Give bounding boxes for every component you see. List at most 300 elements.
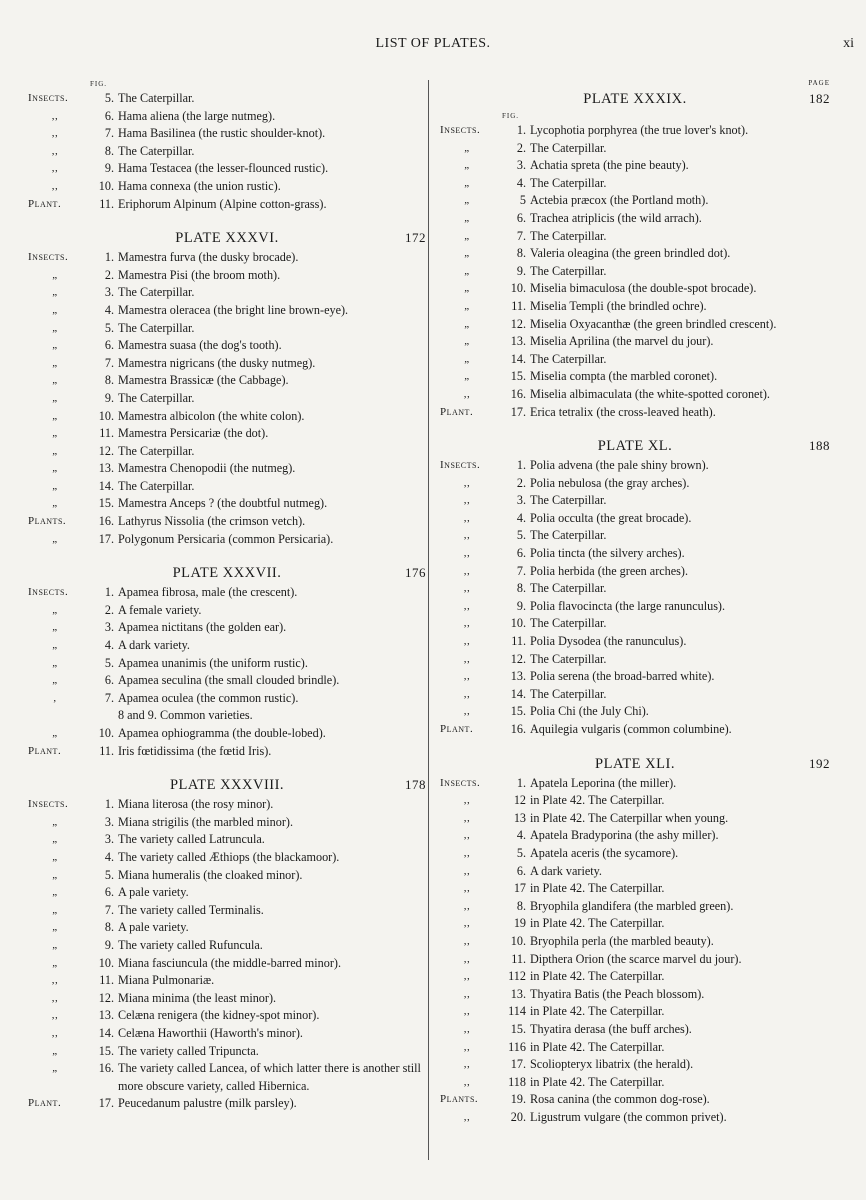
entry-fig-number: 3.: [104, 832, 114, 847]
plate-title: PLATE XXXVII.: [172, 565, 282, 582]
entry-fig-number: 3.: [104, 620, 114, 635]
list-item: [28, 372, 426, 390]
plate-section: [440, 88, 830, 421]
entry-category: „: [52, 286, 58, 299]
entry-category: ,,: [463, 829, 471, 842]
list-item: [440, 1003, 830, 1021]
entry-fig-number: 16.: [510, 386, 526, 401]
entry-category: „: [52, 303, 58, 316]
entry-category: ,,: [51, 991, 59, 1004]
list-item: [28, 602, 426, 620]
entry-fig-number: 14.: [98, 1025, 114, 1040]
list-item: [440, 915, 830, 933]
entry-fig-number: 1.: [104, 585, 114, 600]
entry-description: in Plate 42. The Caterpillar when young.: [530, 810, 729, 825]
entry-fig-number: 3.: [104, 814, 114, 829]
fig-label-text: FIG.: [502, 112, 520, 120]
right-column: [440, 78, 830, 1126]
entry-fig-number: 1.: [516, 123, 526, 137]
list-item: [440, 792, 830, 810]
entry-fig-number: 17: [513, 881, 526, 896]
plate-title: PLATE XXXVI.: [175, 230, 279, 247]
entry-fig-number: 11.: [511, 298, 526, 313]
list-item: [440, 1074, 830, 1092]
plate-section: [28, 760, 426, 1113]
entry-fig-number: 15.: [98, 1043, 114, 1058]
entry-category: „: [52, 339, 58, 352]
list-item: [440, 598, 830, 616]
plate-heading: [28, 562, 426, 584]
list-item: [440, 545, 830, 563]
entry-description: The Caterpillar.: [530, 528, 607, 543]
entry-fig-number: 7.: [104, 126, 114, 141]
list-item: [440, 775, 830, 793]
entry-description: Mamestra suasa (the dog's tooth).: [118, 338, 282, 353]
entry-fig-number: 12.: [98, 443, 114, 458]
entry-category: Insects.: [28, 798, 69, 811]
entry-description: Polia herbida (the green arches).: [530, 563, 689, 578]
list-item: [440, 386, 830, 404]
entry-description: Apamea fibrosa, male (the crescent).: [118, 585, 298, 600]
list-item: [440, 457, 830, 475]
entry-fig-number: 1.: [104, 250, 114, 265]
entry-category: „: [464, 229, 470, 242]
plate-heading: [28, 774, 426, 796]
entry-fig-number: 10.: [98, 408, 114, 423]
list-item: [440, 157, 830, 175]
list-item: [28, 619, 426, 637]
entry-description: Mamestra albicolon (the white colon).: [118, 408, 305, 423]
entry-fig-number: 15.: [510, 1021, 526, 1036]
entry-description: Polia flavocincta (the large ranunculus).: [530, 598, 726, 613]
list-item: [440, 245, 830, 263]
entry-description: Lycophotia porphyrea (the true lover's knot).: [530, 123, 749, 137]
entry-fig-number: 8.: [104, 143, 114, 158]
entry-fig-number: 13: [513, 810, 526, 825]
entry-category: ,,: [463, 864, 471, 877]
entry-fig-number: 11.: [99, 973, 114, 988]
list-item: [440, 951, 830, 969]
entry-fig-number: 10.: [98, 955, 114, 970]
entry-category: „: [52, 532, 58, 545]
entry-fig-number: 3.: [104, 285, 114, 300]
entry-category: „: [52, 850, 58, 863]
list-item: [440, 721, 830, 739]
list-item: [440, 898, 830, 916]
list-item: [440, 1021, 830, 1039]
entry-description: Rosa canina (the common dog-rose).: [530, 1092, 710, 1107]
entry-category: „: [52, 427, 58, 440]
entry-fig-number: 4.: [104, 638, 114, 653]
plate-page-number: 178: [405, 777, 426, 793]
list-item: [440, 810, 830, 828]
entry-fig-number: 11.: [99, 426, 114, 441]
entry-fig-number: 4.: [104, 302, 114, 317]
page-title: LIST OF PLATES.: [375, 36, 491, 51]
entry-fig-number: 5.: [104, 655, 114, 670]
entry-category: ,,: [463, 617, 471, 630]
entry-description: The variety called Rufuncula.: [118, 937, 263, 952]
list-item: [440, 475, 830, 493]
entry-category: ,,: [463, 917, 471, 930]
entry-description: Peucedanum palustre (milk parsley).: [118, 1096, 297, 1111]
entry-category: „: [52, 409, 58, 422]
entry-category: „: [52, 656, 58, 669]
list-item: [28, 390, 426, 408]
entry-fig-number: 13.: [510, 669, 526, 684]
list-item: [28, 425, 426, 443]
list-item: [28, 495, 426, 513]
entry-fig-number: 1.: [516, 775, 526, 790]
entry-fig-number: 12: [513, 793, 526, 808]
entry-category: ,,: [463, 511, 471, 524]
entry-fig-number: 10.: [510, 616, 526, 631]
entry-description: Mamestra furva (the dusky brocade).: [118, 250, 299, 265]
entry-category: ,,: [463, 882, 471, 895]
list-item: [440, 175, 830, 193]
entry-fig-number: 6.: [104, 673, 114, 688]
entry-description: Polia nebulosa (the gray arches).: [530, 475, 690, 490]
entry-fig-number: 2.: [516, 140, 526, 155]
list-item: [28, 478, 426, 496]
plate-heading: [440, 88, 830, 110]
list-item: [440, 686, 830, 704]
entry-fig-number: 9.: [516, 263, 526, 278]
entry-description: Miselia Aprilina (the marvel du jour).: [530, 334, 714, 349]
list-item: [28, 955, 426, 973]
entry-fig-number: 11.: [99, 743, 114, 758]
entry-category: „: [52, 921, 58, 934]
entry-description: The Caterpillar.: [530, 686, 607, 701]
list-item: [440, 863, 830, 881]
list-item: [28, 990, 426, 1008]
entry-category: „: [52, 833, 58, 846]
list-item: [28, 849, 426, 867]
entry-category: ,,: [463, 599, 471, 612]
entry-category: Insects.: [440, 776, 481, 789]
list-item: [28, 320, 426, 338]
entry-fig-number: 1.: [516, 458, 526, 473]
entry-description: Lathyrus Nissolia (the crimson vetch).: [118, 514, 306, 529]
entry-fig-number: 7.: [104, 902, 114, 917]
entry-category: „: [52, 268, 58, 281]
list-item: [440, 368, 830, 386]
entry-fig-number: 11.: [99, 196, 114, 211]
list-item: [28, 867, 426, 885]
entry-fig-number: 14.: [510, 351, 526, 366]
section-gap: [28, 760, 426, 774]
entry-description: Polia tincta (the silvery arches).: [530, 546, 685, 561]
entry-category: „: [464, 247, 470, 260]
entry-fig-number: 10.: [98, 726, 114, 740]
entry-category: ,,: [463, 652, 471, 665]
entry-category: „: [52, 956, 58, 969]
entry-description: Miselia bimaculosa (the double-spot brocade).: [530, 281, 757, 296]
entry-description: Hama aliena (the large nutmeg).: [118, 108, 276, 123]
entry-fig-number: 3.: [516, 493, 526, 508]
list-item: [440, 633, 830, 651]
entry-fig-number: 5.: [104, 867, 114, 882]
entry-description: Bryophila perla (the marbled beauty).: [530, 933, 714, 948]
entry-description: The Caterpillar.: [530, 493, 607, 508]
list-item: [28, 690, 426, 708]
list-item: [28, 355, 426, 373]
entry-description: The Caterpillar.: [530, 263, 607, 278]
entry-category: „: [52, 886, 58, 899]
entry-description: Miana humeralis (the cloaked minor).: [118, 867, 303, 882]
entry-fig-number: 4.: [104, 849, 114, 864]
list-item: [440, 580, 830, 598]
entry-category: „: [464, 282, 470, 295]
entry-description: A pale variety.: [118, 920, 189, 935]
entry-description: in Plate 42. The Caterpillar.: [530, 916, 665, 931]
entry-category: „: [52, 621, 58, 634]
entry-category: ,,: [463, 670, 471, 683]
list-item: [28, 196, 426, 214]
entry-description: Miselia Oxyacanthæ (the green brindled crescent).: [530, 316, 777, 331]
entry-fig-number: 118: [508, 1074, 526, 1089]
list-item: [28, 143, 426, 161]
entry-fig-number: 8.: [516, 246, 526, 261]
entry-fig-number: 19.: [510, 1092, 526, 1107]
entry-category: „: [52, 1044, 58, 1057]
entry-fig-number: 17.: [98, 1096, 114, 1111]
entry-fig-number: 5.: [104, 320, 114, 335]
entry-category: ,,: [463, 1040, 471, 1053]
entry-category: „: [52, 321, 58, 334]
entry-description: Apatela Leporina (the miller).: [530, 775, 677, 790]
entry-category: „: [52, 868, 58, 881]
entry-category: ,,: [463, 635, 471, 648]
list-item: [440, 968, 830, 986]
entry-category: „: [52, 938, 58, 951]
list-item: [28, 108, 426, 126]
entry-category: „: [464, 352, 470, 365]
entry-fig-number: 19: [513, 916, 526, 931]
entry-fig-number: 9.: [104, 937, 114, 952]
entry-fig-number: 13.: [98, 461, 114, 476]
list-item: [28, 178, 426, 196]
plate-title: PLATE XXXIX.: [583, 91, 687, 107]
entry-fig-number: 12.: [98, 990, 114, 1005]
entry-fig-number: 10.: [98, 178, 114, 193]
entry-category: ,,: [463, 387, 471, 400]
entry-description: The Caterpillar.: [530, 616, 607, 631]
entry-description: Hama connexa (the union rustic).: [118, 178, 281, 193]
page-column-label: PAGE: [808, 79, 830, 87]
entry-category: „: [52, 444, 58, 457]
list-item: [440, 333, 830, 351]
entry-description: Miana fasciuncula (the middle-barred minor).: [118, 955, 342, 970]
entry-description: The Caterpillar.: [118, 143, 195, 158]
entry-fig-number: 6.: [516, 210, 526, 225]
entry-category: ,,: [51, 974, 59, 987]
entry-description: Miselia albimaculata (the white-spotted coronet).: [530, 386, 770, 401]
entry-category: Plant.: [440, 723, 474, 735]
entry-description: The Caterpillar.: [118, 285, 195, 300]
plate-page-number: 192: [809, 755, 830, 771]
entry-description: in Plate 42. The Caterpillar.: [530, 1074, 665, 1089]
entry-category: „: [52, 639, 58, 652]
list-item: [28, 814, 426, 832]
list-item: [440, 1039, 830, 1057]
entry-description: Actebia præcox (the Portland moth).: [530, 193, 709, 208]
entry-fig-number: 4.: [516, 510, 526, 525]
plate-title: PLATE XLI.: [595, 755, 675, 772]
entry-category: ,,: [463, 952, 471, 965]
entry-category: ,,: [463, 794, 471, 807]
list-item: [28, 90, 426, 108]
entry-fig-number: [96, 707, 118, 725]
entry-fig-number: 16.: [98, 1061, 114, 1076]
section-gap: [28, 548, 426, 562]
entry-category: ,,: [463, 1058, 471, 1071]
list-item: [440, 527, 830, 545]
entry-category: „: [464, 317, 470, 330]
entry-category: Plants.: [440, 1093, 479, 1106]
entry-description: The Caterpillar.: [530, 140, 607, 155]
entry-description: Apamea unanimis (the uniform rustic).: [118, 655, 308, 670]
list-item: [440, 845, 830, 863]
list-item: [440, 703, 830, 721]
plate-section: [28, 213, 426, 548]
list-item: [440, 492, 830, 510]
entry-category: Insects.: [28, 251, 69, 264]
entry-description: Aquilegia vulgaris (common columbine).: [530, 722, 732, 736]
entry-fig-number: 6.: [104, 338, 114, 353]
entry-category: ,,: [463, 705, 471, 718]
list-item: [440, 351, 830, 369]
entry-fig-number: 8.: [104, 920, 114, 935]
list-item: [440, 404, 830, 422]
entry-description: Mamestra Chenopodii (the nutmeg).: [118, 461, 296, 476]
entry-category: ,,: [463, 582, 471, 595]
fig-column-label: [28, 78, 426, 90]
entry-category: „: [464, 159, 470, 172]
section-gap: [28, 213, 426, 227]
entry-fig-number: 8.: [104, 373, 114, 388]
plate-section: [440, 421, 830, 739]
entry-description: The variety called Tripuncta.: [118, 1043, 259, 1058]
list-item: [440, 615, 830, 633]
entry-description: Apatela aceris (the sycamore).: [530, 845, 679, 860]
entry-fig-number: 4.: [516, 175, 526, 190]
list-item: [28, 1043, 426, 1061]
entry-category: ,,: [463, 1022, 471, 1035]
entry-description: Polia serena (the broad-barred white).: [530, 669, 715, 684]
entry-category: „: [464, 141, 470, 154]
entry-fig-number: 9.: [104, 390, 114, 405]
entry-category: ,,: [463, 899, 471, 912]
entry-description: Valeria oleagina (the green brindled dot).: [530, 246, 731, 261]
entry-description: in Plate 42. The Caterpillar.: [530, 969, 665, 984]
entry-fig-number: 8.: [516, 581, 526, 596]
entry-category: ,,: [463, 811, 471, 824]
list-item: [28, 743, 426, 761]
list-item: [440, 668, 830, 686]
entry-fig-number: 4.: [516, 828, 526, 843]
plate-section: [440, 739, 830, 1127]
entry-fig-number: 16.: [98, 514, 114, 529]
plate-page-number: 172: [405, 230, 426, 246]
entry-description: Mamestra oleracea (the bright line brown-eye).: [118, 302, 349, 317]
entry-description: The Caterpillar.: [530, 351, 607, 366]
entry-description: Miselia Templi (the brindled ochre).: [530, 298, 707, 313]
entry-fig-number: 1.: [104, 797, 114, 812]
entry-fig-number: 9.: [104, 161, 114, 176]
entry-fig-number: 116: [508, 1039, 526, 1054]
list-item: [28, 902, 426, 920]
entry-category: ,,: [51, 1026, 59, 1039]
entry-category: „: [52, 356, 58, 369]
plate-heading: [440, 435, 830, 457]
entry-fig-number: 2.: [104, 602, 114, 617]
list-item: [28, 125, 426, 143]
entry-category: „: [464, 194, 470, 207]
entry-description: Polia Chi (the July Chi).: [530, 704, 649, 719]
entry-description: Mamestra Pisi (the broom moth).: [118, 267, 281, 282]
page-header: [0, 36, 866, 56]
list-item: [440, 263, 830, 281]
entry-category: „: [464, 211, 470, 224]
list-item: [28, 302, 426, 320]
entry-category: Insects.: [28, 586, 69, 599]
list-item: [440, 280, 830, 298]
entry-fig-number: 12.: [510, 316, 526, 331]
list-item: [28, 284, 426, 302]
list-item: [440, 563, 830, 581]
list-item: [440, 880, 830, 898]
entry-fig-number: 10.: [510, 933, 526, 948]
entry-description: Mamestra Persicariæ (the dot).: [118, 426, 269, 441]
entry-fig-number: 2.: [104, 267, 114, 282]
entry-description: A pale variety.: [118, 885, 189, 900]
entry-fig-number: 5: [519, 193, 526, 208]
entry-fig-number: 8.: [516, 898, 526, 913]
entry-description: Miana strigilis (the marbled minor).: [118, 814, 293, 829]
list-item: [440, 651, 830, 669]
entry-description: Polia Dysodea (the ranunculus).: [530, 634, 687, 649]
entry-category: „: [52, 497, 58, 510]
list-item: [28, 460, 426, 478]
entry-category: „: [52, 479, 58, 492]
section-gap: [440, 739, 830, 753]
entry-description: Thyatira derasa (the buff arches).: [530, 1021, 692, 1036]
list-item: [440, 1091, 830, 1109]
entry-fig-number: 6.: [516, 863, 526, 878]
entry-description: A dark variety.: [530, 863, 602, 878]
entry-description: The Caterpillar.: [118, 478, 195, 493]
entry-category: „: [52, 462, 58, 475]
list-item: [440, 316, 830, 334]
list-item: [440, 228, 830, 246]
list-item: [440, 192, 830, 210]
list-item: [28, 831, 426, 849]
entry-category: ,,: [463, 1075, 471, 1088]
entry-description: A female variety.: [118, 602, 202, 617]
entry-category: Plant.: [28, 1097, 62, 1110]
list-item: [28, 919, 426, 937]
entry-description: The Caterpillar.: [530, 651, 607, 666]
entry-fig-number: 2.: [516, 475, 526, 490]
list-item: [440, 1056, 830, 1074]
entry-category: ,,: [463, 564, 471, 577]
entry-category: ,,: [51, 127, 59, 140]
entry-category: „: [464, 335, 470, 348]
entry-category: ,,: [51, 144, 59, 157]
list-item: [28, 1007, 426, 1025]
list-item: [440, 298, 830, 316]
